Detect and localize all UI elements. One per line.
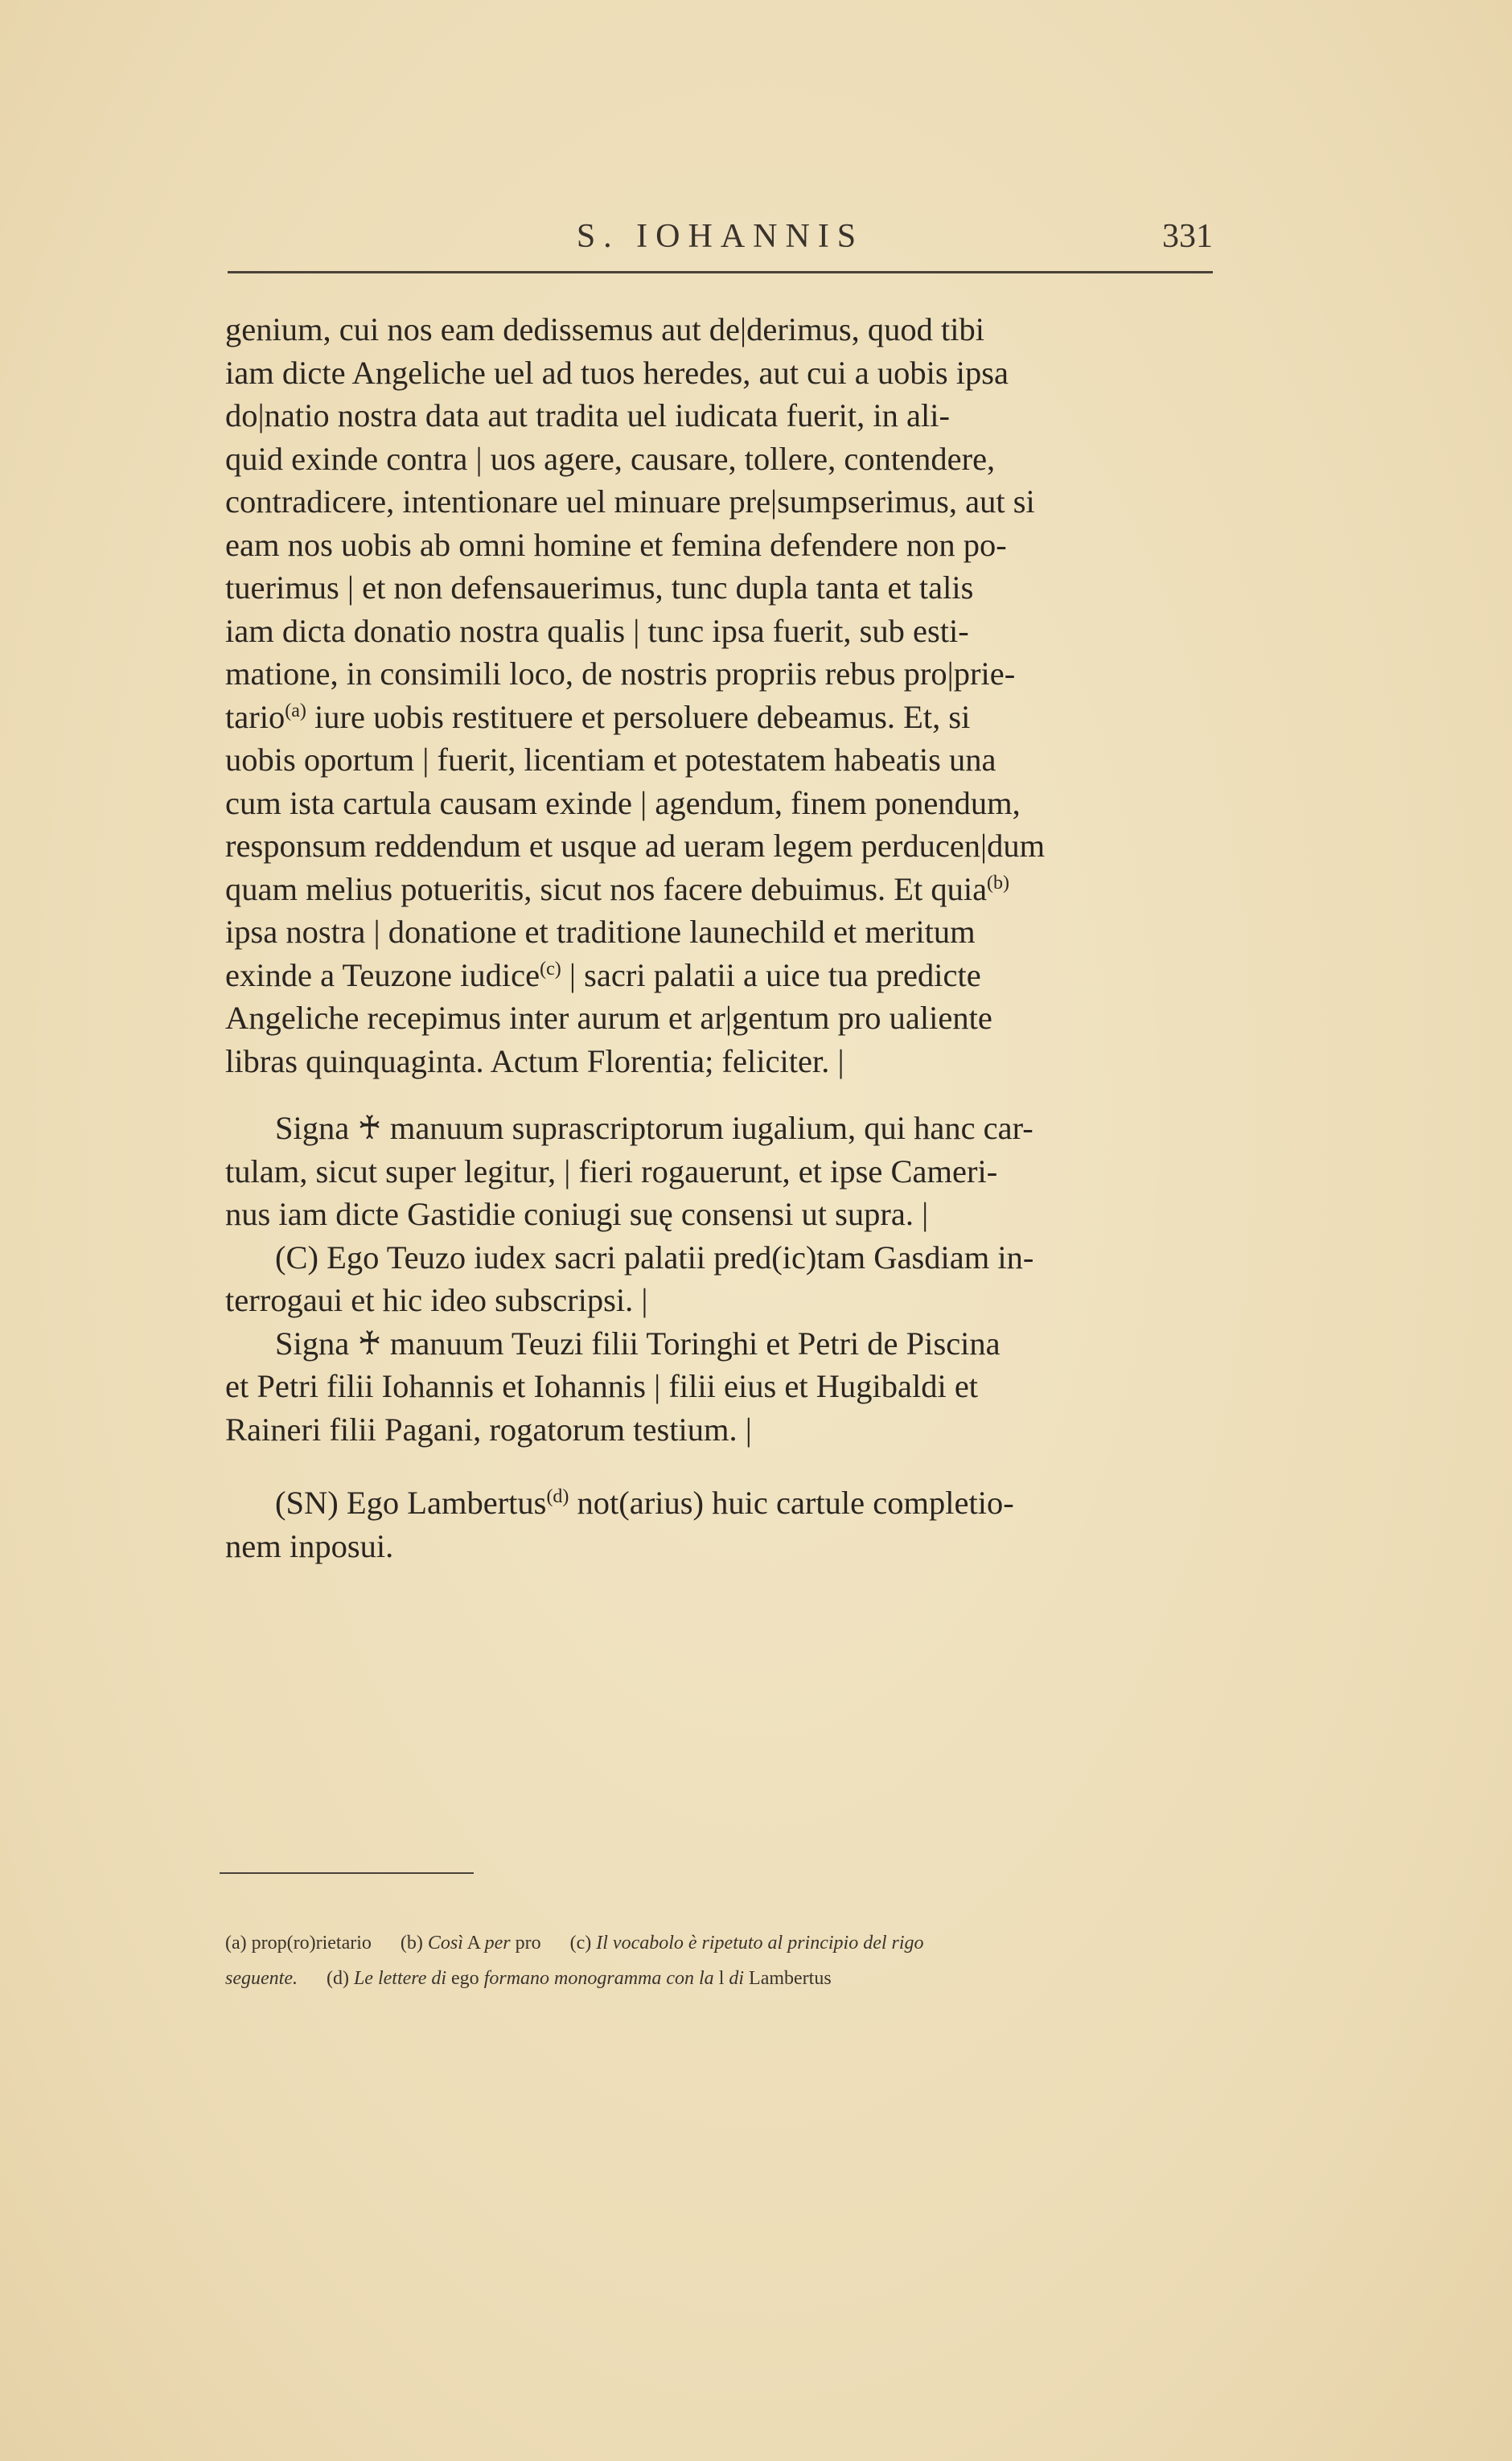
text-line xyxy=(225,782,1210,825)
text-line xyxy=(225,1279,1210,1322)
footnote-mark-d: (d) xyxy=(546,1486,569,1507)
text-line xyxy=(225,996,1210,1040)
footnote-a: (a) prop(ro)rietario xyxy=(225,1933,372,1954)
line-text: Angeliche recepimus inter aurum et ar|gentum pro ualiente xyxy=(225,1000,992,1036)
line-text: (C) Ego Teuzo iudex sacri palatii pred(ic)tam Gasdiam in- xyxy=(275,1239,1034,1276)
line-text: iam dicte Angeliche uel ad tuos heredes, aut cui a uobis ipsa xyxy=(225,354,1009,391)
text-line xyxy=(225,696,1210,739)
footnotes xyxy=(225,1925,1210,1996)
signa-line xyxy=(225,1107,1210,1150)
line-text: terrogaui et hic ideo subscripsi. | xyxy=(225,1282,648,1318)
line-text: iam dicta donatio nostra qualis | tunc ipsa fuerit, sub esti- xyxy=(225,612,969,649)
line-text: matione, in consimili loco, de nostris propriis rebus pro|prie- xyxy=(225,655,1016,692)
line-text: uobis oportum | fuerit, licentiam et potestatem habeatis una xyxy=(225,742,996,778)
document-body xyxy=(225,308,1210,1567)
line-text: Signa ♰ manuum suprascriptorum iugalium, qui hanc car- xyxy=(275,1110,1033,1146)
notary-line xyxy=(225,1481,1210,1525)
line-text: libras quinquaginta. Actum Florentia; feliciter. | xyxy=(225,1042,844,1079)
line-text: genium, cui nos eam dedissemus aut de|derimus, quod tibi xyxy=(225,311,984,347)
cross-icon: ♰ xyxy=(357,1325,382,1362)
header-rule xyxy=(228,271,1213,273)
line-text: exinde a Teuzone iudice$^{(c)}$ | sacri palatii a uice tua predicte xyxy=(225,956,981,993)
line-text: Raineri filii Pagani, rogatorum testium. | xyxy=(225,1411,752,1448)
text-line xyxy=(225,1365,1210,1408)
text-line xyxy=(225,954,1210,997)
text-line xyxy=(225,438,1210,481)
text-line xyxy=(225,868,1210,911)
text-line xyxy=(225,738,1210,782)
line-text: do|natio nostra data aut tradita uel iudicata fuerit, in ali- xyxy=(225,397,951,433)
line-text: nem inposui. xyxy=(225,1527,394,1564)
text-line xyxy=(225,610,1210,653)
line-text: tario$^{(a)}$ iure uobis restituere et persoluere debeamus. Et, si xyxy=(225,698,971,735)
text-line xyxy=(225,652,1210,696)
text-line xyxy=(225,524,1210,567)
footnote-c-cont: seguente. xyxy=(225,1968,298,1989)
footnote-mark-c: (c) xyxy=(540,958,561,980)
text-line xyxy=(225,1150,1210,1194)
running-head: S. IOHANNIS xyxy=(576,218,865,255)
line-text: eam nos uobis ab omni homine et femina defendere non po- xyxy=(225,526,1007,563)
line-text: ipsa nostra | donatione et traditione launechild et meritum xyxy=(225,914,976,950)
text-line xyxy=(225,566,1210,610)
line-text: nus iam dicte Gastidie coniugi suę consensi ut supra. | xyxy=(225,1196,929,1232)
text-line xyxy=(225,1193,1210,1236)
text-line xyxy=(225,351,1210,395)
page-header xyxy=(228,217,1213,262)
judge-line xyxy=(225,1236,1210,1280)
line-text: Signa ♰ manuum Teuzi filii Toringhi et Petri de Piscina xyxy=(275,1325,1000,1362)
footnote-line xyxy=(225,1961,1210,1996)
footnote-mark-a: (a) xyxy=(285,700,306,721)
footnote-line xyxy=(225,1925,1210,1961)
line-text: tulam, sicut super legitur, | fieri rogauerunt, et ipse Cameri- xyxy=(225,1152,998,1189)
footnote-mark-b: (b) xyxy=(987,872,1010,894)
text-line xyxy=(225,910,1210,954)
text-line xyxy=(225,1040,1210,1083)
line-text: (SN) Ego Lambertus$^{(d)}$ not(arius) huic cartule completio- xyxy=(275,1485,1014,1521)
line-text: cum ista cartula causam exinde | agendum, finem ponendum, xyxy=(225,784,1021,821)
line-text: quid exinde contra | uos agere, causare, tollere, contendere, xyxy=(225,440,996,477)
text-line xyxy=(225,394,1210,438)
text-line xyxy=(225,1525,1210,1568)
line-text: tuerimus | et non defensauerimus, tunc dupla tanta et talis xyxy=(225,569,974,606)
cross-icon: ♰ xyxy=(357,1110,382,1146)
line-text: responsum reddendum et usque ad ueram legem perducen|dum xyxy=(225,828,1046,864)
line-text: quam melius potueritis, sicut nos facere debuimus. Et quia$^{(b)}$ xyxy=(225,870,1010,907)
text-line xyxy=(225,308,1210,351)
footnote-c: (c) Il vocabolo è ripetuto al principio del rigo xyxy=(569,1933,924,1954)
line-text: contradicere, intentionare uel minuare pre|sumpserimus, aut si xyxy=(225,483,1035,520)
text-line xyxy=(225,480,1210,524)
footnote-d: (d) Le lettere di ego formano monogramma con la l di Lambertus xyxy=(326,1968,832,1989)
footnote-rule xyxy=(220,1872,474,1874)
signa-line xyxy=(225,1322,1210,1366)
text-line xyxy=(225,824,1210,868)
page-number: 331 xyxy=(1162,218,1213,255)
footnote-b: (b) Così A per pro xyxy=(400,1933,541,1954)
line-text: et Petri filii Iohannis et Iohannis | filii eius et Hugibaldi et xyxy=(225,1368,979,1404)
text-line xyxy=(225,1408,1210,1452)
